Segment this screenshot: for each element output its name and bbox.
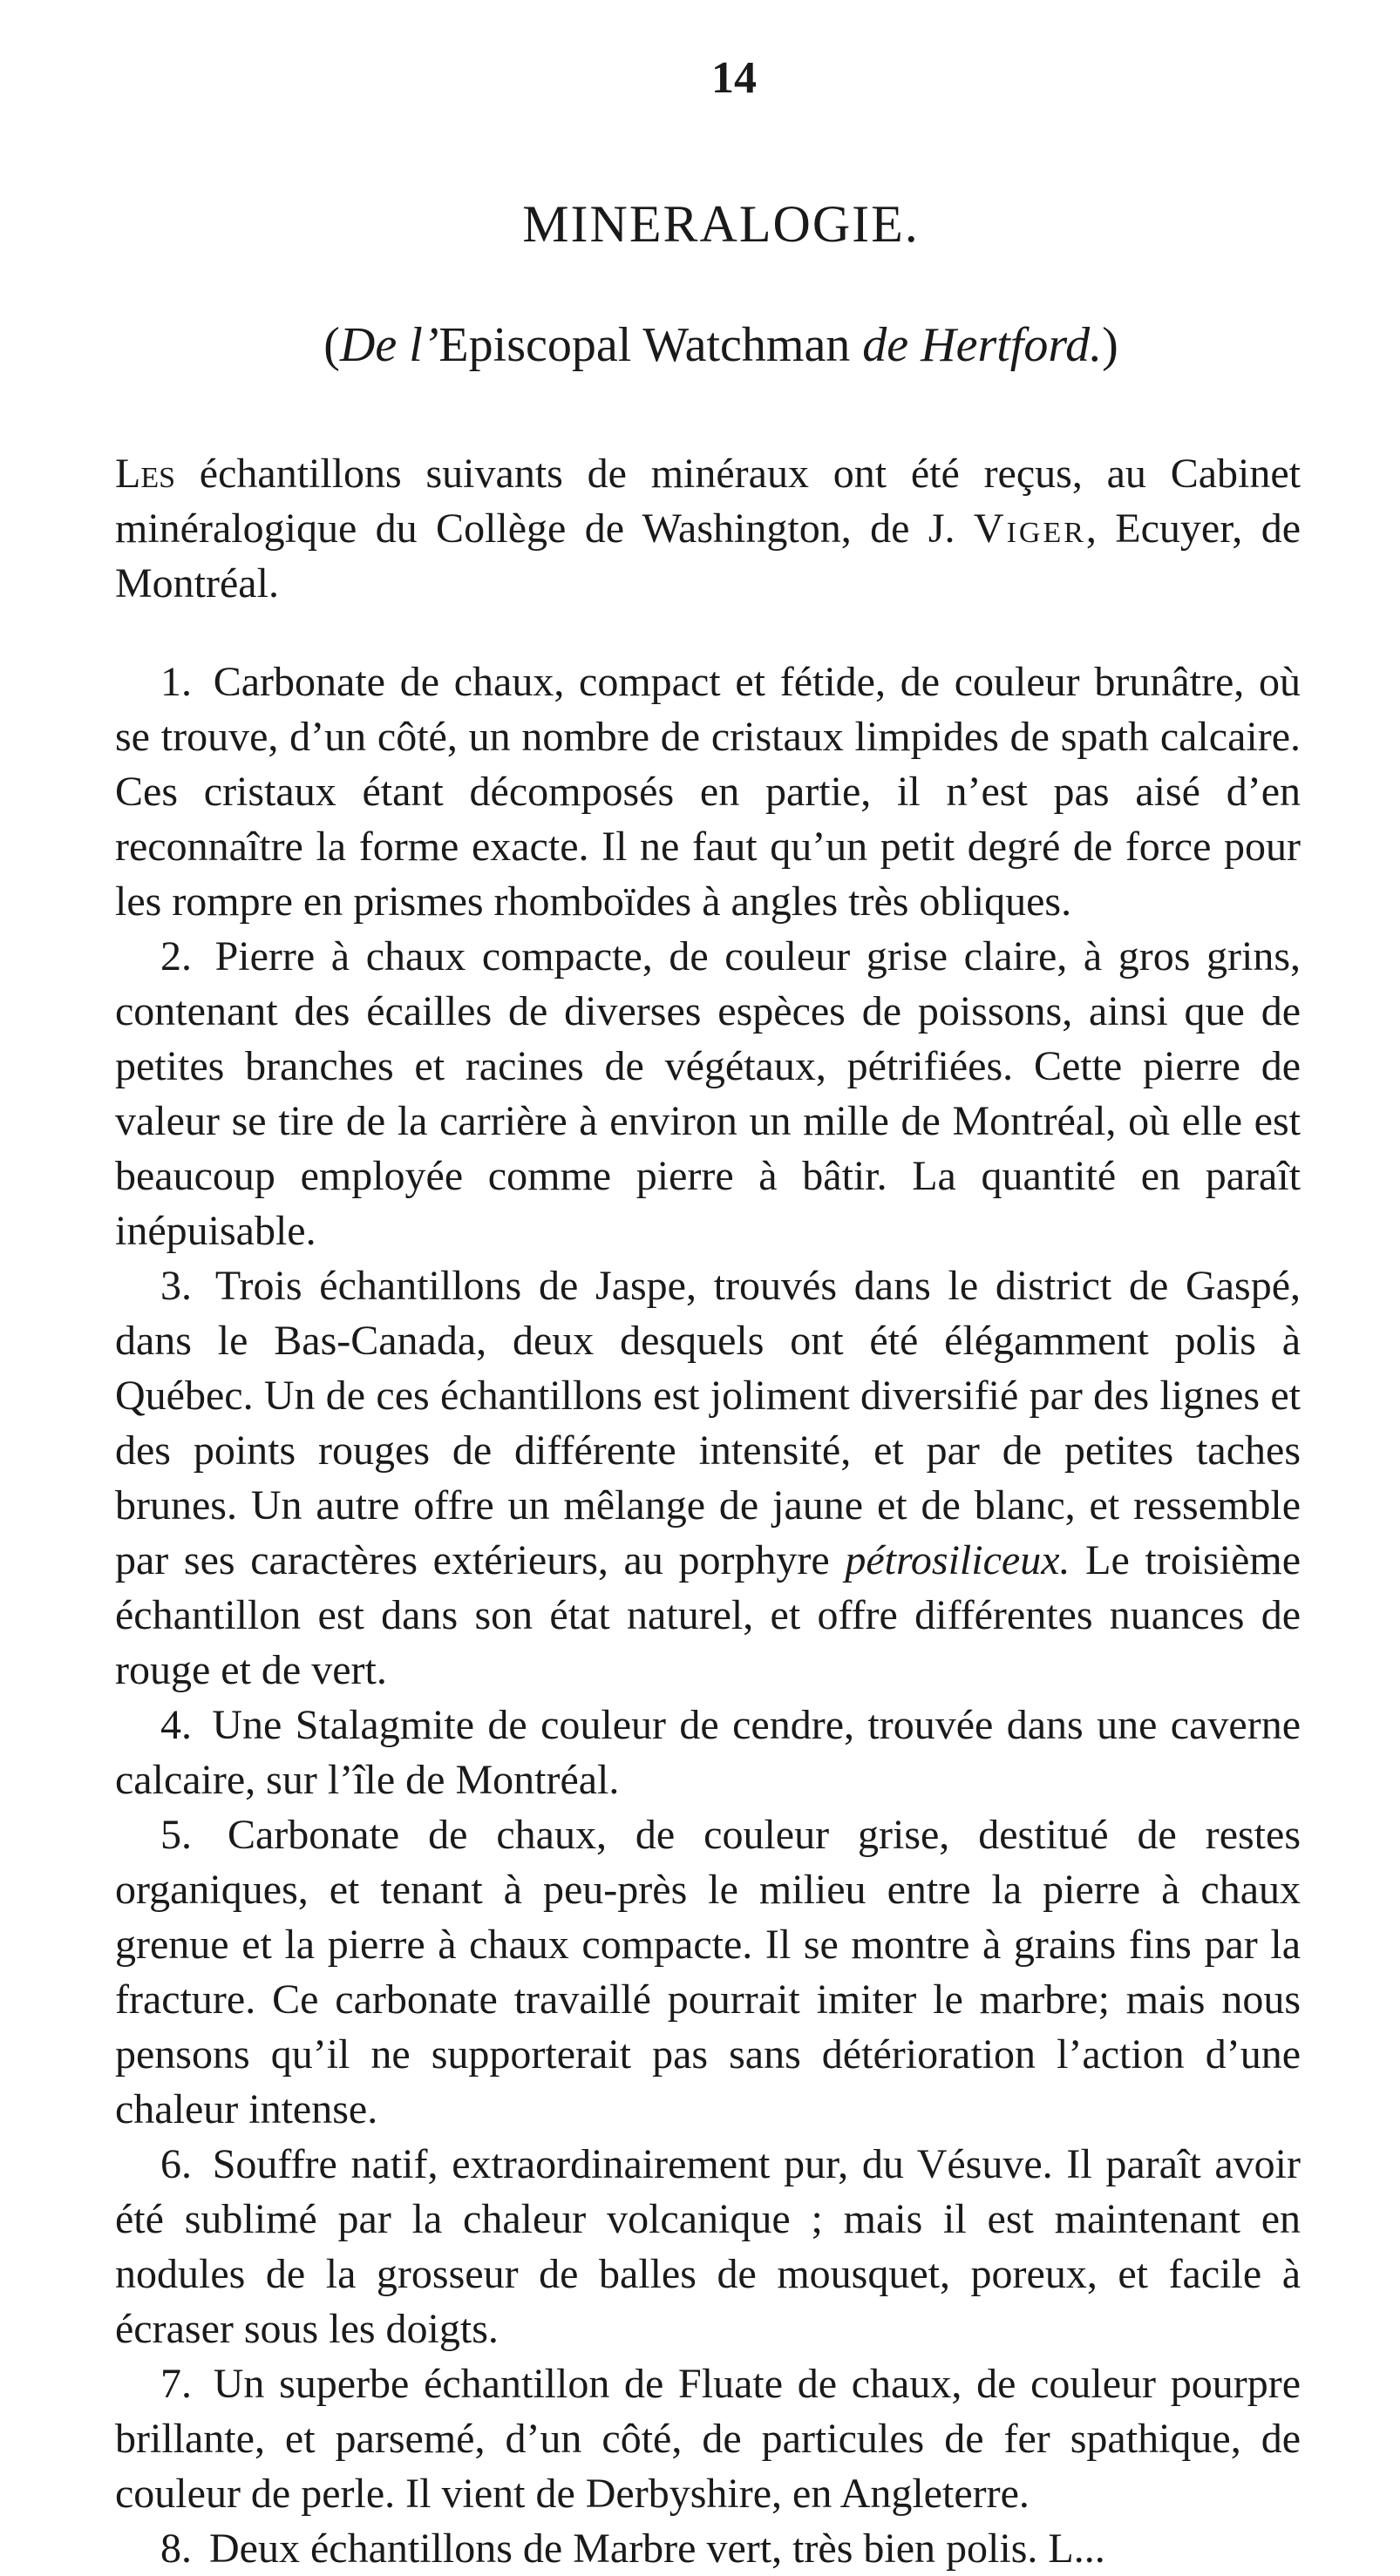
entry-text: Trois échantillons de Jaspe, trouvés dans le district de Gaspé, dans le Bas-Canada, deux desquels ont été élégamment polis à Québec. Un de ces échantillons est joliment diversifié par des lignes et des points rouges de différente intensité, et par de petites taches brunes. Un autre offre un mêlange de jaune et de blanc, et ressemble par ses caractères extérieurs, au porphyre bbox=[115, 1263, 1301, 1583]
intro-lead: Les bbox=[115, 451, 175, 497]
entry-number: 7. bbox=[160, 2361, 192, 2407]
source-place: Hertford. bbox=[921, 318, 1103, 372]
intro-paragraph bbox=[115, 446, 1301, 611]
entry-7 bbox=[115, 2356, 1301, 2521]
entry-8 bbox=[115, 2521, 1301, 2576]
entry-italic-term: pétrosiliceux. bbox=[845, 1537, 1070, 1583]
source-open: ( bbox=[323, 318, 340, 372]
document-page bbox=[115, 52, 1301, 2576]
entry-2 bbox=[115, 929, 1301, 1258]
entry-6 bbox=[115, 2137, 1301, 2356]
entry-1 bbox=[115, 654, 1301, 929]
entry-4 bbox=[115, 1698, 1301, 1807]
entry-number: 5. bbox=[160, 1812, 192, 1858]
entry-5 bbox=[115, 1807, 1301, 2137]
entry-number: 6. bbox=[160, 2141, 192, 2187]
entry-text: Pierre à chaux compacte, de couleur grise claire, à gros grins, contenant des écailles de diverses espèces de poissons, ainsi que de petites branches et racines de végétaux, pétrifiées. Cette pierre de valeur se tire de la carrière à environ un mille de Montréal, où elle est beaucoup employée comme pierre à bâtir. La quantité en paraît inépuisable. bbox=[115, 933, 1301, 1254]
entry-number: 4. bbox=[160, 1702, 192, 1748]
entry-number: 8. bbox=[160, 2525, 192, 2572]
entry-3 bbox=[115, 1258, 1301, 1698]
page-title: MINERALOGIE. bbox=[522, 195, 920, 253]
source-publication: Episcopal Watchman bbox=[438, 318, 851, 372]
entry-text-after: Le troisième échantillon est dans son état naturel, et offre différentes nuances de rouge et de vert. bbox=[115, 1537, 1301, 1693]
entry-text: Carbonate de chaux, compact et fétide, de couleur brunâtre, où se trouve, d’un côté, un nombre de cristaux limpides de spath calcaire. Ces cristaux étant décomposés en partie, il n’est pas aisé d’en reconnaître la forme exacte. Il ne faut qu’un petit degré de force pour les rompre en prismes rhomboïdes à angles très obliques. bbox=[115, 659, 1301, 925]
entry-text: Carbonate de chaux, de couleur grise, destitué de restes organiques, et tenant à peu-près le milieu entre la pierre à chaux grenue et la pierre à chaux compacte. Il se montre à grains fins par la fracture. Ce carbonate travaillé pourrait imiter le marbre; mais nous pensons qu’il ne supporterait pas sans détérioration l’action d’une chaleur intense. bbox=[115, 1812, 1301, 2132]
entry-number: 1. bbox=[160, 659, 192, 705]
source-attribution bbox=[141, 317, 1301, 373]
source-de2: de bbox=[850, 318, 921, 372]
page-number: 14 bbox=[711, 53, 757, 103]
intro-text: échantillons suivants de minéraux ont été reçus, au Cabinet minéralogique du Collège de Washington, de J. bbox=[115, 451, 1301, 552]
entry-number: 3. bbox=[160, 1263, 192, 1309]
entry-text: Une Stalagmite de couleur de cendre, trouvée dans une caverne calcaire, sur l’île de Montréal. bbox=[115, 1702, 1301, 1803]
entry-number: 2. bbox=[160, 933, 192, 980]
entry-text: Un superbe échantillon de Fluate de chaux, de couleur pourpre brillante, et parsemé, d’un côté, de particules de fer spathique, de couleur de perle. Il vient de Derbyshire, en Angleterre. bbox=[115, 2361, 1301, 2517]
intro-name: Viger bbox=[973, 505, 1086, 552]
source-de: De l’ bbox=[339, 318, 439, 372]
intro-tail: , Ecuyer, de Montréal. bbox=[115, 505, 1301, 607]
entry-text: Souffre natif, extraordinairement pur, du Vésuve. Il paraît avoir été sublimé par la chaleur volcanique ; mais il est maintenant en nodules de la grosseur de balles de mousquet, poreux, et facile à écraser sous les doigts. bbox=[115, 2141, 1301, 2352]
source-close: ) bbox=[1102, 318, 1118, 372]
entry-text: Deux échantillons de Marbre vert, très bien polis. L... bbox=[209, 2525, 1105, 2572]
